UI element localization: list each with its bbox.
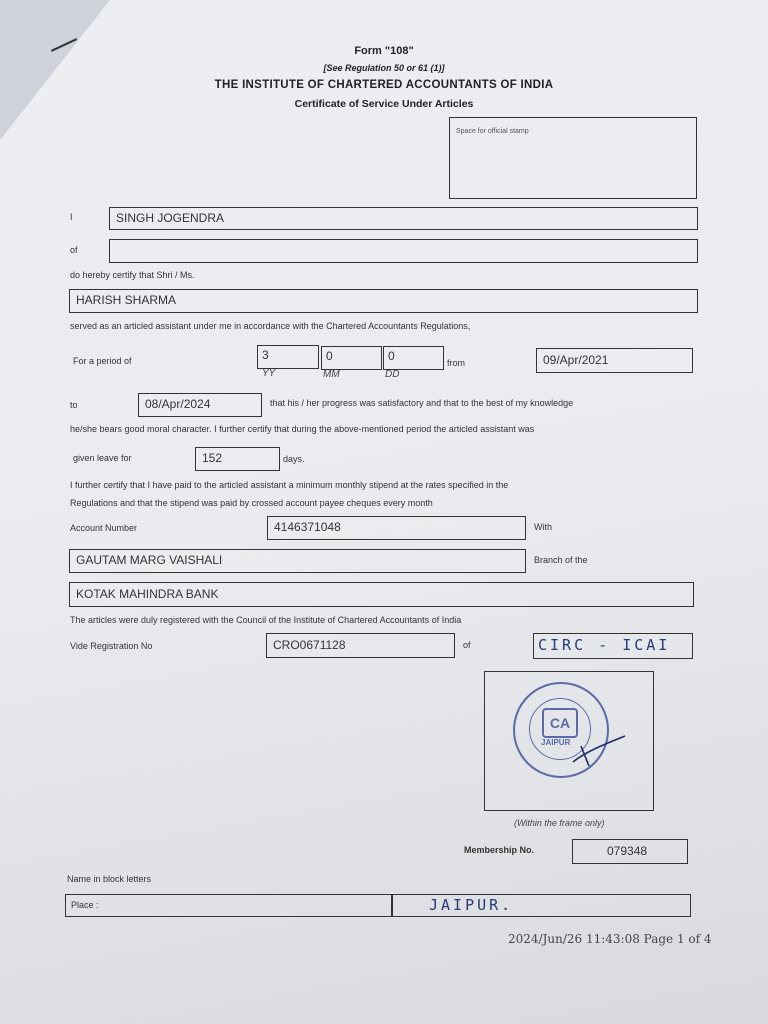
branch-field[interactable] <box>69 549 526 573</box>
period-days-field[interactable] <box>383 346 444 370</box>
stamp-space-label: Space for official stamp <box>456 128 529 135</box>
place-label: Place : <box>71 900 99 910</box>
period-years-field[interactable] <box>257 345 319 369</box>
membership-label: Membership No. <box>464 845 535 855</box>
assistant-name-value: HARISH SHARMA <box>76 293 177 307</box>
to-date-field[interactable] <box>138 393 262 417</box>
days-label: days. <box>283 454 305 464</box>
membership-number-value: 079348 <box>607 844 648 858</box>
with-label: With <box>534 522 552 532</box>
yy-label: YY <box>262 368 276 379</box>
certificate-title: Certificate of Service Under Articles <box>294 98 474 110</box>
assistant-name-field[interactable] <box>69 289 698 313</box>
registration-number-value: CRO0671128 <box>273 638 346 652</box>
place-label-cell <box>65 894 392 917</box>
stipend-text-1: I further certify that I have paid to the articled assistant a minimum monthly stipend at the rates specified in the <box>70 480 509 490</box>
account-label: Account Number <box>70 523 138 533</box>
region-value: CIRC - ICAI <box>538 636 671 654</box>
account-number-value: 4146371048 <box>274 520 341 534</box>
account-number-field[interactable] <box>267 516 526 540</box>
period-days-value: 0 <box>388 349 395 363</box>
place-value: JAIPUR. <box>429 896 514 914</box>
block-letters-label: Name in block letters <box>67 874 152 884</box>
from-label: from <box>447 358 465 368</box>
place-field[interactable] <box>392 894 691 917</box>
bank-name-value: KOTAK MAHINDRA BANK <box>76 587 219 601</box>
region-field[interactable] <box>533 633 693 659</box>
seal-city: JAIPUR <box>541 738 571 747</box>
period-months-value: 0 <box>326 349 333 363</box>
period-years-value: 3 <box>262 348 269 362</box>
signature-stroke <box>485 672 653 810</box>
leave-days-value: 152 <box>202 451 223 465</box>
seal-ca-logo: CA <box>542 708 578 738</box>
to-date-value: 08/Apr/2024 <box>145 397 211 411</box>
branch-value: GAUTAM MARG VAISHALI <box>76 553 223 567</box>
to-label: to <box>70 400 78 410</box>
mm-label: MM <box>323 369 340 380</box>
branch-of-label: Branch of the <box>534 555 588 565</box>
stipend-text-2: Regulations and that the stipend was paid by crossed account payee cheques every month <box>70 498 433 508</box>
i-name-field[interactable] <box>109 207 698 230</box>
served-text: served as an articled assistant under me in accordance with the Chartered Accountants Regulations, <box>70 321 471 331</box>
leave-label: given leave for <box>73 453 132 463</box>
of-field[interactable] <box>109 239 698 263</box>
bank-name-field[interactable] <box>69 582 694 607</box>
membership-number-field[interactable] <box>572 839 688 864</box>
registration-of-label: of <box>463 640 471 650</box>
dd-label: DD <box>385 369 400 380</box>
character-text: he/she bears good moral character. I further certify that during the above-mentioned period the articled assistant was <box>70 424 535 434</box>
frame-note: (Within the frame only) <box>514 818 605 828</box>
leave-days-field[interactable] <box>195 447 280 471</box>
registered-text: The articles were duly registered with the Council of the Institute of Chartered Accountants of India <box>70 615 462 625</box>
institute-name: THE INSTITUTE OF CHARTERED ACCOUNTANTS OF INDIA <box>214 79 554 91</box>
signature-frame <box>484 671 654 811</box>
period-months-field[interactable] <box>321 346 382 370</box>
i-name-value: SINGH JOGENDRA <box>116 211 225 225</box>
registration-label: Vide Registration No <box>70 641 153 651</box>
of-label: of <box>70 245 78 255</box>
print-timestamp: 2024/Jun/26 11:43:08 Page 1 of 4 <box>508 932 712 946</box>
period-label: For a period of <box>73 356 132 366</box>
i-label: I <box>70 212 73 222</box>
from-date-value: 09/Apr/2021 <box>543 353 609 367</box>
official-stamp-box <box>449 117 697 199</box>
form-number: Form "108" <box>354 45 414 57</box>
registration-number-field[interactable] <box>266 633 455 658</box>
certify-text: do hereby certify that Shri / Ms. <box>70 270 195 280</box>
regulation-reference: [See Regulation 50 or 61 (1)] <box>323 63 445 73</box>
progress-text: that his / her progress was satisfactory and that to the best of my knowledge <box>270 398 574 408</box>
from-date-field[interactable] <box>536 348 693 373</box>
